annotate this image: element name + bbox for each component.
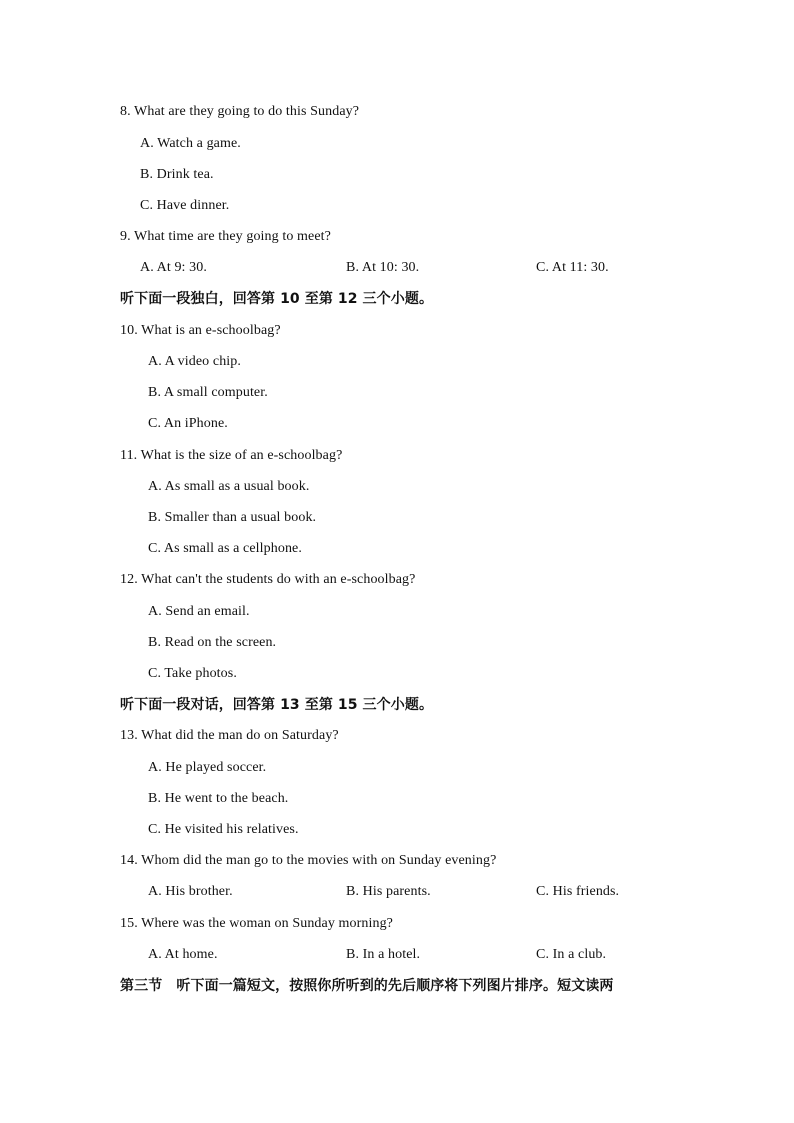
q11-option-c: C. As small as a cellphone. — [148, 541, 302, 556]
q14-option-a: A. His brother. — [148, 884, 233, 899]
question-12: 12. What can't the students do with an e-schoolbag? — [120, 572, 416, 587]
q8-option-c: C. Have dinner. — [140, 198, 230, 213]
q13-option-c: C. He visited his relatives. — [148, 822, 299, 837]
q8-option-b: B. Drink tea. — [140, 167, 214, 182]
q14-option-b: B. His parents. — [346, 884, 431, 899]
q10-option-a: A. A video chip. — [148, 354, 241, 369]
q11-option-b: B. Smaller than a usual book. — [148, 510, 317, 525]
question-11: 11. What is the size of an e-schoolbag? — [120, 448, 343, 463]
question-13: 13. What did the man do on Saturday? — [120, 728, 339, 743]
q15-option-a: A. At home. — [148, 947, 218, 962]
section-instruction-monologue: 听下面一段独白，回答第 10 至第 12 三个小题。 — [120, 291, 434, 307]
q9-option-b: B. At 10: 30. — [346, 260, 420, 275]
q12-option-b: B. Read on the screen. — [148, 635, 277, 650]
q9-option-a: A. At 9: 30. — [140, 260, 207, 275]
q9-option-c: C. At 11: 30. — [536, 260, 609, 275]
q13-option-b: B. He went to the beach. — [148, 791, 289, 806]
q15-option-b: B. In a hotel. — [346, 947, 421, 962]
question-8: 8. What are they going to do this Sunday? — [120, 104, 360, 119]
q8-option-a: A. Watch a game. — [140, 136, 241, 151]
section-instruction-dialogue: 听下面一段对话，回答第 13 至第 15 三个小题。 — [120, 697, 434, 713]
question-14: 14. Whom did the man go to the movies with on Sunday evening? — [120, 853, 497, 868]
q12-option-a: A. Send an email. — [148, 604, 250, 619]
question-10: 10. What is an e-schoolbag? — [120, 323, 281, 338]
q14-option-c: C. His friends. — [536, 884, 620, 899]
q10-option-c: C. An iPhone. — [148, 416, 228, 431]
q10-option-b: B. A small computer. — [148, 385, 268, 400]
question-9: 9. What time are they going to meet? — [120, 229, 331, 244]
section-three-heading: 第三节 听下面一篇短文，按照你所听到的先后顺序将下列图片排序。短文读两 — [120, 978, 614, 994]
question-15: 15. Where was the woman on Sunday morning? — [120, 916, 393, 931]
q11-option-a: A. As small as a usual book. — [148, 479, 310, 494]
q13-option-a: A. He played soccer. — [148, 760, 267, 775]
q12-option-c: C. Take photos. — [148, 666, 237, 681]
q15-option-c: C. In a club. — [536, 947, 607, 962]
